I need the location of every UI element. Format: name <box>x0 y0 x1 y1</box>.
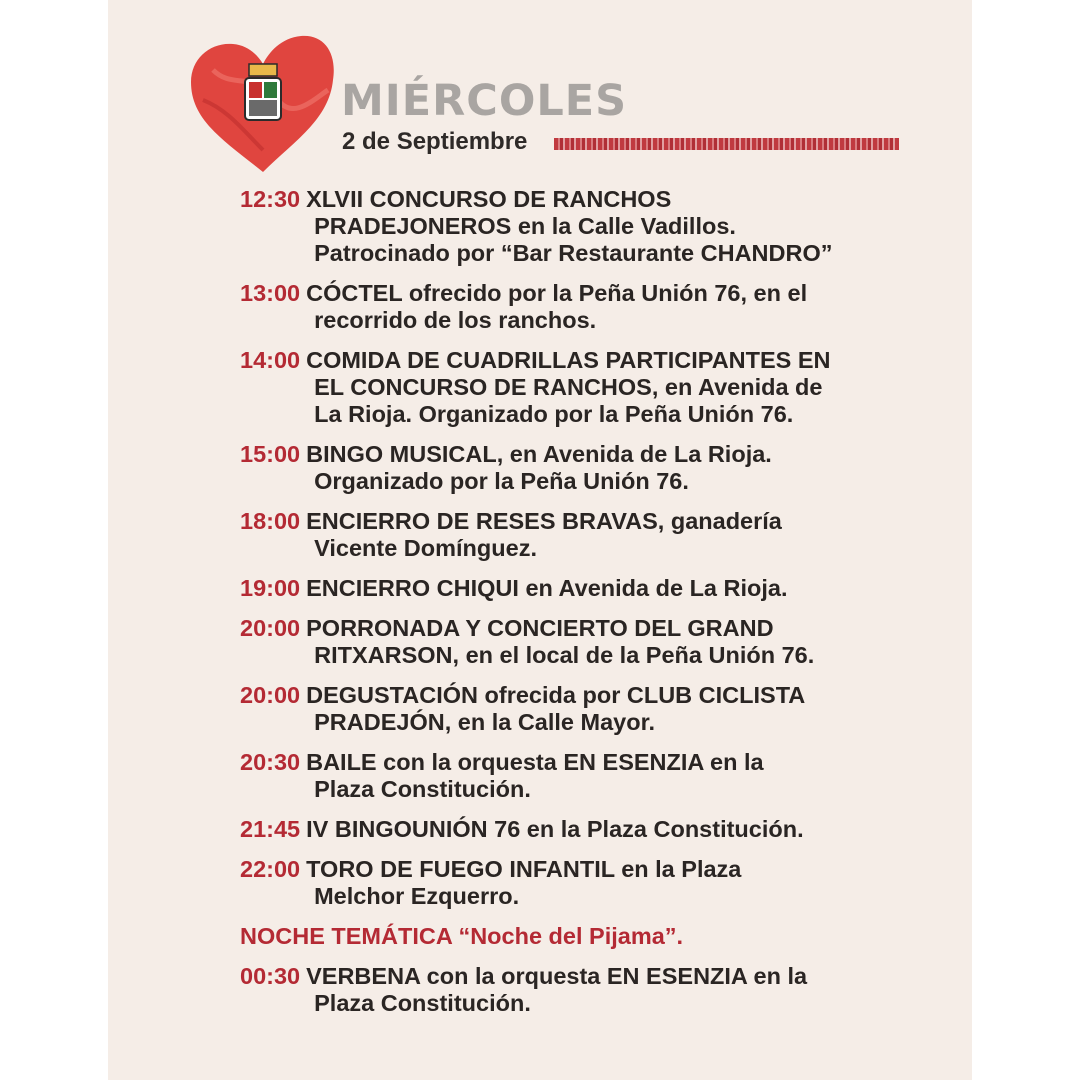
event-line: COMIDA DE CUADRILLAS PARTICIPANTES EN <box>306 347 831 373</box>
event-time: 20:00 <box>240 615 301 641</box>
event-line: VERBENA con la orquesta EN ESENZIA en la <box>306 963 808 989</box>
event-time: 19:00 <box>240 575 301 601</box>
event-item <box>240 749 940 803</box>
event-item <box>240 856 940 910</box>
event-time: 18:00 <box>240 508 301 534</box>
event-time: 21:45 <box>240 816 301 842</box>
event-list <box>240 186 940 1030</box>
date-subtitle: 2 de Septiembre <box>342 128 528 155</box>
event-item <box>240 186 940 267</box>
poster <box>108 0 972 1080</box>
event-line: EL CONCURSO DE RANCHOS, en Avenida de <box>314 374 823 400</box>
event-line: DEGUSTACIÓN ofrecida por CLUB CICLISTA <box>306 682 806 708</box>
special-note: NOCHE TEMÁTICA “Noche del Pijama”. <box>240 923 684 949</box>
event-time: 00:30 <box>240 963 301 989</box>
event-item <box>240 682 940 736</box>
event-line: Vicente Domínguez. <box>314 535 537 561</box>
event-line: PRADEJÓN, en la Calle Mayor. <box>314 709 655 735</box>
event-item <box>240 575 940 602</box>
event-item <box>240 347 940 428</box>
event-line: BAILE con la orquesta EN ESENZIA en la <box>306 749 764 775</box>
day-title: MIÉRCOLES <box>341 76 628 126</box>
event-time: 15:00 <box>240 441 301 467</box>
event-line: Organizado por la Peña Unión 76. <box>314 468 689 494</box>
event-time: 22:00 <box>240 856 301 882</box>
event-item <box>240 816 940 843</box>
event-item <box>240 963 940 1017</box>
event-line: La Rioja. Organizado por la Peña Unión 76. <box>314 401 794 427</box>
event-line: BINGO MUSICAL, en Avenida de La Rioja. <box>306 441 772 467</box>
event-line: Plaza Constitución. <box>314 990 531 1016</box>
event-line: RITXARSON, en el local de la Peña Unión 76. <box>314 642 815 668</box>
event-line: ENCIERRO DE RESES BRAVAS, ganadería <box>306 508 782 534</box>
event-time: 14:00 <box>240 347 301 373</box>
event-time: 20:00 <box>240 682 301 708</box>
event-item <box>240 508 940 562</box>
event-line: TORO DE FUEGO INFANTIL en la Plaza <box>306 856 742 882</box>
event-item <box>240 615 940 669</box>
event-line: XLVII CONCURSO DE RANCHOS <box>306 186 672 212</box>
heart-scarf-emblem-icon <box>183 30 343 180</box>
event-time: 20:30 <box>240 749 301 775</box>
event-line: CÓCTEL ofrecido por la Peña Unión 76, en el <box>306 280 808 306</box>
event-item <box>240 441 940 495</box>
event-line: PRADEJONEROS en la Calle Vadillos. <box>314 213 736 239</box>
event-line: PORRONADA Y CONCIERTO DEL GRAND <box>306 615 774 641</box>
event-line: Patrocinado por “Bar Restaurante CHANDRO” <box>314 240 833 266</box>
event-line: Plaza Constitución. <box>314 776 531 802</box>
event-line: recorrido de los ranchos. <box>314 307 597 333</box>
event-line: ENCIERRO CHIQUI en Avenida de La Rioja. <box>306 575 788 601</box>
event-time: 12:30 <box>240 186 301 212</box>
decorative-stripe <box>554 138 899 150</box>
event-line: IV BINGOUNIÓN 76 en la Plaza Constitución. <box>306 816 804 842</box>
event-line: Melchor Ezquerro. <box>314 883 520 909</box>
event-time: 13:00 <box>240 280 301 306</box>
event-item <box>240 280 940 334</box>
